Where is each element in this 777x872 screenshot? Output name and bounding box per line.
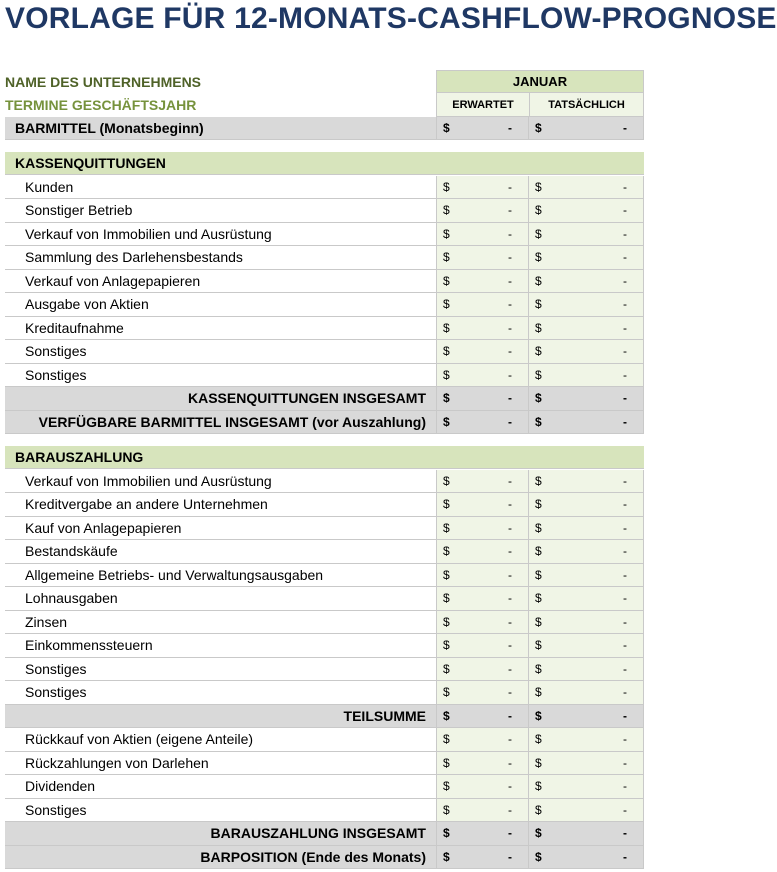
currency-symbol: $ xyxy=(443,320,450,335)
cell-value: - xyxy=(623,121,627,135)
cell-value: - xyxy=(623,320,627,335)
row-expected-cell[interactable] xyxy=(436,117,528,139)
fiscal-year-label[interactable]: TERMINE GESCHÄFTSJAHR xyxy=(5,97,197,113)
section-header xyxy=(5,446,644,469)
currency-symbol: $ xyxy=(443,755,450,770)
row-label: Verkauf von Immobilien und Ausrüstung xyxy=(25,225,272,242)
cell-value: - xyxy=(623,591,627,606)
table-row xyxy=(5,611,644,635)
row-actual-cell[interactable] xyxy=(528,540,644,563)
currency-symbol: $ xyxy=(535,779,542,794)
currency-symbol: $ xyxy=(443,779,450,794)
cell-value: - xyxy=(623,497,627,512)
currency-symbol: $ xyxy=(535,179,542,194)
cell-value: - xyxy=(623,802,627,817)
table-row xyxy=(5,223,644,247)
row-actual-cell[interactable] xyxy=(528,775,644,798)
currency-symbol: $ xyxy=(443,708,450,723)
row-actual-cell[interactable] xyxy=(528,199,644,222)
company-name-label[interactable]: NAME DES UNTERNEHMENS xyxy=(5,74,202,90)
total-row xyxy=(5,411,644,435)
row-actual-cell[interactable] xyxy=(528,387,644,410)
table-row xyxy=(5,470,644,494)
row-expected-cell[interactable] xyxy=(436,705,528,728)
row-label: Kauf von Anlagepapieren xyxy=(25,519,182,536)
cell-value: - xyxy=(623,414,627,429)
cell-value: - xyxy=(508,591,512,606)
table-row xyxy=(5,775,644,799)
cell-value: - xyxy=(623,708,627,723)
row-label: Sonstiges xyxy=(25,801,87,818)
row-expected-cell[interactable] xyxy=(436,223,528,246)
row-label: Bestandskäufe xyxy=(25,543,118,560)
cell-value: - xyxy=(623,520,627,535)
currency-symbol: $ xyxy=(443,826,450,841)
row-label: Rückzahlungen von Darlehen xyxy=(25,754,209,771)
currency-symbol: $ xyxy=(443,591,450,606)
column-headers xyxy=(436,93,644,117)
row-label: Sammlung des Darlehensbestands xyxy=(25,249,243,266)
cell-value: - xyxy=(623,179,627,194)
cell-value: - xyxy=(623,661,627,676)
row-expected-cell[interactable] xyxy=(436,658,528,681)
currency-symbol: $ xyxy=(535,297,542,312)
cell-value: - xyxy=(508,544,512,559)
currency-symbol: $ xyxy=(535,473,542,488)
row-label: VERFÜGBARE BARMITTEL INSGESAMT (vor Auszahlung) xyxy=(38,413,426,430)
cell-value: - xyxy=(623,755,627,770)
currency-symbol: $ xyxy=(443,344,450,359)
table-row xyxy=(5,364,644,388)
cell-value: - xyxy=(623,367,627,382)
cell-value: - xyxy=(508,297,512,312)
row-actual-cell[interactable] xyxy=(528,799,644,822)
row-expected-cell[interactable] xyxy=(436,270,528,293)
section-title: KASSENQUITTUNGEN xyxy=(15,155,166,171)
row-label: Sonstiges xyxy=(25,343,87,360)
cell-value: - xyxy=(508,414,512,429)
total-row xyxy=(5,822,644,846)
currency-symbol: $ xyxy=(443,391,450,406)
currency-symbol: $ xyxy=(443,497,450,512)
row-label: Zinsen xyxy=(25,613,68,630)
table-row xyxy=(5,799,644,823)
currency-symbol: $ xyxy=(535,497,542,512)
row-label: Verkauf von Immobilien und Ausrüstung xyxy=(25,472,272,489)
row-label: BARAUSZAHLUNG INSGESAMT xyxy=(210,825,426,842)
currency-symbol: $ xyxy=(443,250,450,265)
currency-symbol: $ xyxy=(535,273,542,288)
table-row xyxy=(5,246,644,270)
cell-value: - xyxy=(623,826,627,841)
cell-value: - xyxy=(623,849,627,864)
row-expected-cell[interactable] xyxy=(436,634,528,657)
row-actual-cell[interactable] xyxy=(528,364,644,387)
row-expected-cell[interactable] xyxy=(436,846,528,869)
row-expected-cell[interactable] xyxy=(436,176,528,199)
col-expected-header: ERWARTET xyxy=(452,98,514,111)
row-expected-cell[interactable] xyxy=(436,470,528,493)
cell-value: - xyxy=(508,497,512,512)
row-expected-cell[interactable] xyxy=(436,564,528,587)
currency-symbol: $ xyxy=(535,121,542,135)
section-title: BARAUSZAHLUNG xyxy=(15,449,144,465)
cell-value: - xyxy=(623,250,627,265)
row-label: Sonstiges xyxy=(25,660,87,677)
cell-value: - xyxy=(623,544,627,559)
cell-value: - xyxy=(623,297,627,312)
currency-symbol: $ xyxy=(443,685,450,700)
row-expected-cell[interactable] xyxy=(436,752,528,775)
total-row xyxy=(5,846,644,870)
cell-value: - xyxy=(623,273,627,288)
currency-symbol: $ xyxy=(443,473,450,488)
row-actual-cell[interactable] xyxy=(528,822,644,845)
cell-value: - xyxy=(623,779,627,794)
row-expected-cell[interactable] xyxy=(436,199,528,222)
currency-symbol: $ xyxy=(443,367,450,382)
row-actual-cell[interactable] xyxy=(528,246,644,269)
currency-symbol: $ xyxy=(443,544,450,559)
cell-value: - xyxy=(508,614,512,629)
row-expected-cell[interactable] xyxy=(436,340,528,363)
cell-value: - xyxy=(508,250,512,265)
row-expected-cell[interactable] xyxy=(436,411,528,434)
cell-value: - xyxy=(508,849,512,864)
table-row xyxy=(5,517,644,541)
table-row xyxy=(5,340,644,364)
currency-symbol: $ xyxy=(535,320,542,335)
cell-value: - xyxy=(508,802,512,817)
cell-value: - xyxy=(623,638,627,653)
currency-symbol: $ xyxy=(535,802,542,817)
row-actual-cell[interactable] xyxy=(528,223,644,246)
cell-value: - xyxy=(508,203,512,218)
currency-symbol: $ xyxy=(535,638,542,653)
row-expected-cell[interactable] xyxy=(436,317,528,340)
row-label: Sonstiges xyxy=(25,684,87,701)
table-row xyxy=(5,728,644,752)
row-label: Kreditaufnahme xyxy=(25,319,124,336)
table-row xyxy=(5,540,644,564)
currency-symbol: $ xyxy=(443,179,450,194)
currency-symbol: $ xyxy=(535,367,542,382)
row-actual-cell[interactable] xyxy=(528,493,644,516)
cell-value: - xyxy=(508,179,512,194)
cell-value: - xyxy=(508,779,512,794)
row-expected-cell[interactable] xyxy=(436,493,528,516)
row-actual-cell[interactable] xyxy=(528,470,644,493)
currency-symbol: $ xyxy=(443,203,450,218)
currency-symbol: $ xyxy=(443,661,450,676)
currency-symbol: $ xyxy=(443,297,450,312)
row-actual-cell[interactable] xyxy=(528,705,644,728)
row-expected-cell[interactable] xyxy=(436,387,528,410)
cell-value: - xyxy=(623,473,627,488)
row-label: TEILSUMME xyxy=(343,707,426,724)
table-row xyxy=(5,752,644,776)
currency-symbol: $ xyxy=(535,732,542,747)
table-row xyxy=(5,658,644,682)
table-row xyxy=(5,317,644,341)
cell-value: - xyxy=(508,567,512,582)
row-expected-cell[interactable] xyxy=(436,611,528,634)
cell-value: - xyxy=(623,685,627,700)
row-actual-cell[interactable] xyxy=(528,293,644,316)
row-actual-cell[interactable] xyxy=(528,728,644,751)
currency-symbol: $ xyxy=(443,226,450,241)
row-label: Ausgabe von Aktien xyxy=(25,296,149,313)
currency-symbol: $ xyxy=(535,755,542,770)
row-actual-cell[interactable] xyxy=(528,658,644,681)
row-actual-cell[interactable] xyxy=(528,681,644,704)
currency-symbol: $ xyxy=(535,849,542,864)
row-expected-cell[interactable] xyxy=(436,246,528,269)
currency-symbol: $ xyxy=(535,567,542,582)
table-row xyxy=(5,564,644,588)
currency-symbol: $ xyxy=(443,802,450,817)
cell-value: - xyxy=(508,121,512,135)
row-expected-cell[interactable] xyxy=(436,799,528,822)
row-actual-cell[interactable] xyxy=(528,176,644,199)
cell-value: - xyxy=(508,685,512,700)
row-actual-cell[interactable] xyxy=(528,846,644,869)
row-actual-cell[interactable] xyxy=(528,317,644,340)
row-expected-cell[interactable] xyxy=(436,681,528,704)
currency-symbol: $ xyxy=(535,391,542,406)
row-actual-cell[interactable] xyxy=(528,634,644,657)
cell-value: - xyxy=(508,320,512,335)
currency-symbol: $ xyxy=(535,344,542,359)
table-row xyxy=(5,293,644,317)
cell-value: - xyxy=(623,614,627,629)
row-actual-cell[interactable] xyxy=(528,117,644,139)
row-expected-cell[interactable] xyxy=(436,293,528,316)
row-expected-cell[interactable] xyxy=(436,517,528,540)
row-expected-cell[interactable] xyxy=(436,540,528,563)
row-label: BARMITTEL (Monatsbeginn) xyxy=(15,120,204,136)
currency-symbol: $ xyxy=(443,732,450,747)
row-label: Verkauf von Anlagepapieren xyxy=(25,272,201,289)
currency-symbol: $ xyxy=(535,826,542,841)
row-actual-cell[interactable] xyxy=(528,587,644,610)
cell-value: - xyxy=(623,203,627,218)
table-row xyxy=(5,493,644,517)
cell-value: - xyxy=(508,520,512,535)
total-row xyxy=(5,117,644,140)
table-row xyxy=(5,634,644,658)
cell-value: - xyxy=(508,273,512,288)
currency-symbol: $ xyxy=(535,661,542,676)
row-label: Sonstiges xyxy=(25,366,87,383)
currency-symbol: $ xyxy=(443,638,450,653)
table-row xyxy=(5,176,644,200)
cell-value: - xyxy=(623,344,627,359)
col-actual-header: TATSÄCHLICH xyxy=(529,93,643,116)
currency-symbol: $ xyxy=(535,544,542,559)
currency-symbol: $ xyxy=(535,520,542,535)
currency-symbol: $ xyxy=(443,849,450,864)
row-label: BARPOSITION (Ende des Monats) xyxy=(200,848,426,865)
row-actual-cell[interactable] xyxy=(528,411,644,434)
row-actual-cell[interactable] xyxy=(528,340,644,363)
currency-symbol: $ xyxy=(443,273,450,288)
table-row xyxy=(5,270,644,294)
cell-value: - xyxy=(623,732,627,747)
total-row xyxy=(5,387,644,411)
currency-symbol: $ xyxy=(443,414,450,429)
currency-symbol: $ xyxy=(535,591,542,606)
row-actual-cell[interactable] xyxy=(528,564,644,587)
currency-symbol: $ xyxy=(443,520,450,535)
page-title: VORLAGE FÜR 12-MONATS-CASHFLOW-PROGNOSE xyxy=(5,2,777,35)
cell-value: - xyxy=(508,661,512,676)
row-expected-cell[interactable] xyxy=(436,364,528,387)
row-label: KASSENQUITTUNGEN INSGESAMT xyxy=(187,390,426,407)
cell-value: - xyxy=(508,473,512,488)
currency-symbol: $ xyxy=(535,250,542,265)
row-label: Allgemeine Betriebs- und Verwaltungsausgaben xyxy=(25,566,324,583)
currency-symbol: $ xyxy=(535,685,542,700)
cell-value: - xyxy=(623,391,627,406)
cell-value: - xyxy=(508,344,512,359)
row-expected-cell[interactable] xyxy=(436,775,528,798)
month-header: JANUAR xyxy=(436,70,644,93)
table-row xyxy=(5,587,644,611)
row-expected-cell[interactable] xyxy=(436,587,528,610)
currency-symbol: $ xyxy=(443,121,450,135)
row-label: Lohnausgaben xyxy=(25,590,118,607)
currency-symbol: $ xyxy=(535,226,542,241)
row-label: Kunden xyxy=(25,178,74,195)
cell-value: - xyxy=(508,708,512,723)
row-label: Kreditvergabe an andere Unternehmen xyxy=(25,496,268,513)
currency-symbol: $ xyxy=(535,708,542,723)
table-row xyxy=(5,681,644,705)
row-label: Dividenden xyxy=(25,778,96,795)
cell-value: - xyxy=(508,391,512,406)
currency-symbol: $ xyxy=(535,414,542,429)
row-actual-cell[interactable] xyxy=(528,752,644,775)
currency-symbol: $ xyxy=(535,614,542,629)
cell-value: - xyxy=(508,367,512,382)
section-header xyxy=(5,152,644,175)
cell-value: - xyxy=(623,567,627,582)
cell-value: - xyxy=(508,755,512,770)
currency-symbol: $ xyxy=(443,567,450,582)
row-label: Einkommenssteuern xyxy=(25,637,153,654)
currency-symbol: $ xyxy=(443,614,450,629)
cell-value: - xyxy=(508,826,512,841)
cell-value: - xyxy=(623,226,627,241)
row-label: Sonstiger Betrieb xyxy=(25,202,133,219)
table-row xyxy=(5,199,644,223)
row-expected-cell[interactable] xyxy=(436,728,528,751)
cell-value: - xyxy=(508,226,512,241)
cell-value: - xyxy=(508,638,512,653)
total-row xyxy=(5,705,644,729)
row-label: Rückkauf von Aktien (eigene Anteile) xyxy=(25,731,254,748)
cell-value: - xyxy=(508,732,512,747)
row-expected-cell[interactable] xyxy=(436,822,528,845)
row-actual-cell[interactable] xyxy=(528,611,644,634)
row-actual-cell[interactable] xyxy=(528,517,644,540)
row-actual-cell[interactable] xyxy=(528,270,644,293)
currency-symbol: $ xyxy=(535,203,542,218)
